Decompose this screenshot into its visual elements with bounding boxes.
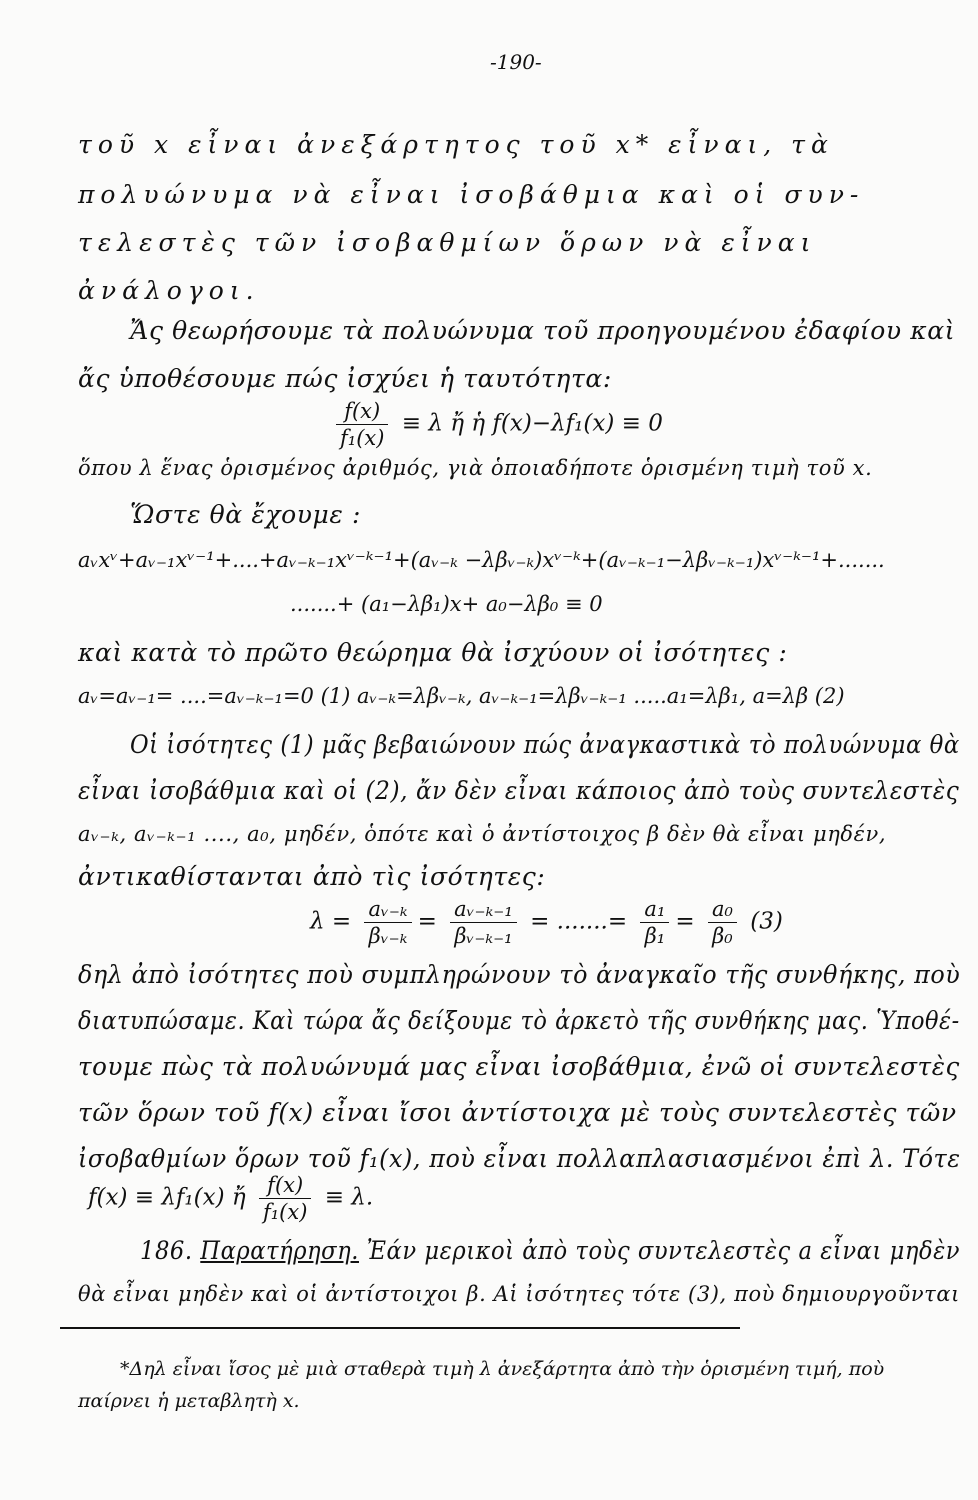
equation-ratios: λ = $\frac{\text{aᵥ₋ₖ}}{\text{βᵥ₋ₖ}}$ = $\frac{\text{aᵥ₋ₖ₋₁}}{\text{βᵥ₋ₖ₋₁}}$ = .......= $\frac{\text{a₁}}{\text{β₁}}$ = $\frac{\text{a₀}}{\text{β₀}}$ (3): [310, 897, 783, 948]
page-number: -190-: [490, 50, 542, 74]
equation-equalities: aᵥ=aᵥ₋₁= ....=aᵥ₋ₖ₋₁=0 (1) aᵥ₋ₖ=λβᵥ₋ₖ, aᵥ₋ₖ₋₁=λβᵥ₋ₖ₋₁ .....a₁=λβ₁, a=λβ (2): [78, 684, 845, 708]
ratio-2: [450, 896, 517, 949]
ratio-4: [708, 896, 737, 949]
equation-tag: (3): [750, 908, 783, 935]
ratio-numerator: a₀: [708, 896, 737, 923]
ratio-denominator: β₀: [712, 924, 733, 948]
text-line-8: Ὥστε θὰ ἔχουμε :: [130, 500, 361, 529]
text-line-17: τῶν ὅρων τοῦ f(x) εἶναι ἴσοι ἀντίστοιχα μὲ τοὺς συντελεστὲς τῶν: [78, 1098, 957, 1127]
footnote-line-2: παίρνει ἡ μεταβλητὴ x.: [78, 1390, 300, 1412]
ratio-numerator: aᵥ₋ₖ: [364, 896, 411, 923]
fraction-denominator: f₁(x): [340, 426, 385, 450]
text-line-4: ἀνάλογοι.: [78, 276, 260, 305]
text-line-20: θὰ εἶναι μηδὲν καὶ οἱ ἀντίστοιχοι β. Αἱ ἰσότητες τότε (3), ποὺ δημιουργοῦνται: [78, 1282, 960, 1306]
ratio-numerator: aᵥ₋ₖ₋₁: [450, 896, 517, 923]
ratio-lhs: λ =: [310, 908, 352, 935]
ratio-denominator: βᵥ₋ₖ: [368, 924, 408, 948]
text-line-15: διατυπώσαμε. Καὶ τώρα ἄς δείξουμε τὸ ἀρκετὸ τῆς συνθήκης μας. Ὑποθέ-: [78, 1006, 960, 1035]
text-line-5: Ἄς θεωρήσουμε τὰ πολυώνυμα τοῦ προηγουμένου ἐδαφίου καὶ: [130, 316, 956, 345]
text-line-19: [140, 1236, 960, 1265]
fraction-f-over-f1-2: [259, 1172, 311, 1225]
section-title: Παρατήρηση.: [200, 1236, 359, 1265]
section-text: Ἐάν μερικοὶ ἀπὸ τοὺς συντελεστὲς a εἶναι μηδὲν: [366, 1236, 961, 1265]
ratio-numerator: a₁: [640, 896, 669, 923]
ratio-denominator: βᵥ₋ₖ₋₁: [454, 924, 513, 948]
text-line-13: ἀντικαθίστανται ἀπὸ τὶς ἰσότητες:: [78, 862, 546, 891]
text-line-16: τουμε πὼς τὰ πολυώνυμά μας εἶναι ἰσοβάθμια, ἐνῶ οἱ συντελεστὲς: [78, 1052, 960, 1081]
text-line-2: πολυώνυμα νὰ εἶναι ἰσοβάθμια καὶ οἱ συν-: [78, 180, 865, 209]
text-line-6: ἄς ὑποθέσουμε πώς ἰσχύει ἡ ταυτότητα:: [78, 364, 612, 393]
fraction-denominator: f₁(x): [262, 1200, 308, 1224]
text-line-3: τελεστὲς τῶν ἰσοβαθμίων ὅρων νὰ εἶναι: [78, 228, 817, 257]
conclusion-rhs: ≡ λ.: [324, 1184, 374, 1211]
text-line-11: εἶναι ἰσοβάθμια καὶ οἱ (2), ἄν δὲν εἶναι κάποιος ἀπὸ τοὺς συντελεστὲς: [78, 776, 960, 805]
text-line-9: καὶ κατὰ τὸ πρῶτο θεώρημα θὰ ἰσχύουν οἱ ἰσότητες :: [78, 638, 788, 667]
equation-conclusion: [88, 1172, 373, 1225]
text-line-7: ὅπου λ ἕνας ὁρισμένος ἀριθμός, γιὰ ὁποιαδήποτε ὁρισμένη τιμὴ τοῦ x.: [78, 456, 873, 480]
ratio-1: [364, 896, 411, 949]
ratio-ellipsis: = .......=: [530, 908, 628, 935]
equation-polynomial-1: aᵥxᵛ+aᵥ₋₁xᵛ⁻¹+....+aᵥ₋ₖ₋₁xᵛ⁻ᵏ⁻¹+(aᵥ₋ₖ −λβᵥ₋ₖ)xᵛ⁻ᵏ+(aᵥ₋ₖ₋₁−λβᵥ₋ₖ₋₁)xᵛ⁻ᵏ⁻¹+.......: [78, 548, 885, 572]
conclusion-lhs: f(x) ≡ λf₁(x) ἤ: [88, 1184, 246, 1211]
fraction-numerator: f(x): [336, 398, 388, 425]
fraction-numerator: f(x): [259, 1172, 311, 1199]
equation-polynomial-2: .......+ (a₁−λβ₁)x+ a₀−λβ₀ ≡ 0: [290, 592, 603, 616]
text-line-14: δηλ ἀπὸ ἰσότητες ποὺ συμπληρώνουν τὸ ἀναγκαῖο τῆς συνθήκης, ποὺ: [78, 960, 961, 989]
text-line-1: τοῦ x εἶναι ἀνεξάρτητος τοῦ x* εἶναι, τὰ: [78, 130, 834, 159]
fraction-f-over-f1: [336, 398, 388, 451]
equation-rest: ≡ λ ἤ ἡ f(x)−λf₁(x) ≡ 0: [401, 410, 663, 437]
ratio-3: [640, 896, 669, 949]
footnote-line-1: *Δηλ εἶναι ἴσος μὲ μιὰ σταθερὰ τιμὴ λ ἀνεξάρτητα ἀπὸ τὴν ὁρισμένη τιμή, ποὺ: [120, 1358, 885, 1380]
footnote-divider: [60, 1327, 740, 1329]
section-number: 186.: [140, 1236, 193, 1265]
text-line-18: ἰσοβαθμίων ὅρων τοῦ f₁(x), ποὺ εἶναι πολλαπλασιασμένοι ἐπὶ λ. Τότε: [78, 1144, 961, 1173]
ratio-denominator: β₁: [644, 924, 666, 948]
text-line-10: Οἱ ἰσότητες (1) μᾶς βεβαιώνουν πώς ἀναγκαστικὰ τὸ πολυώνυμα θὰ: [130, 730, 960, 759]
equation-identity: [330, 398, 663, 451]
text-line-12: aᵥ₋ₖ, aᵥ₋ₖ₋₁ ...., a₀, μηδέν, ὁπότε καὶ ὁ ἀντίστοιχος β δὲν θὰ εἶναι μηδέν,: [78, 822, 887, 846]
